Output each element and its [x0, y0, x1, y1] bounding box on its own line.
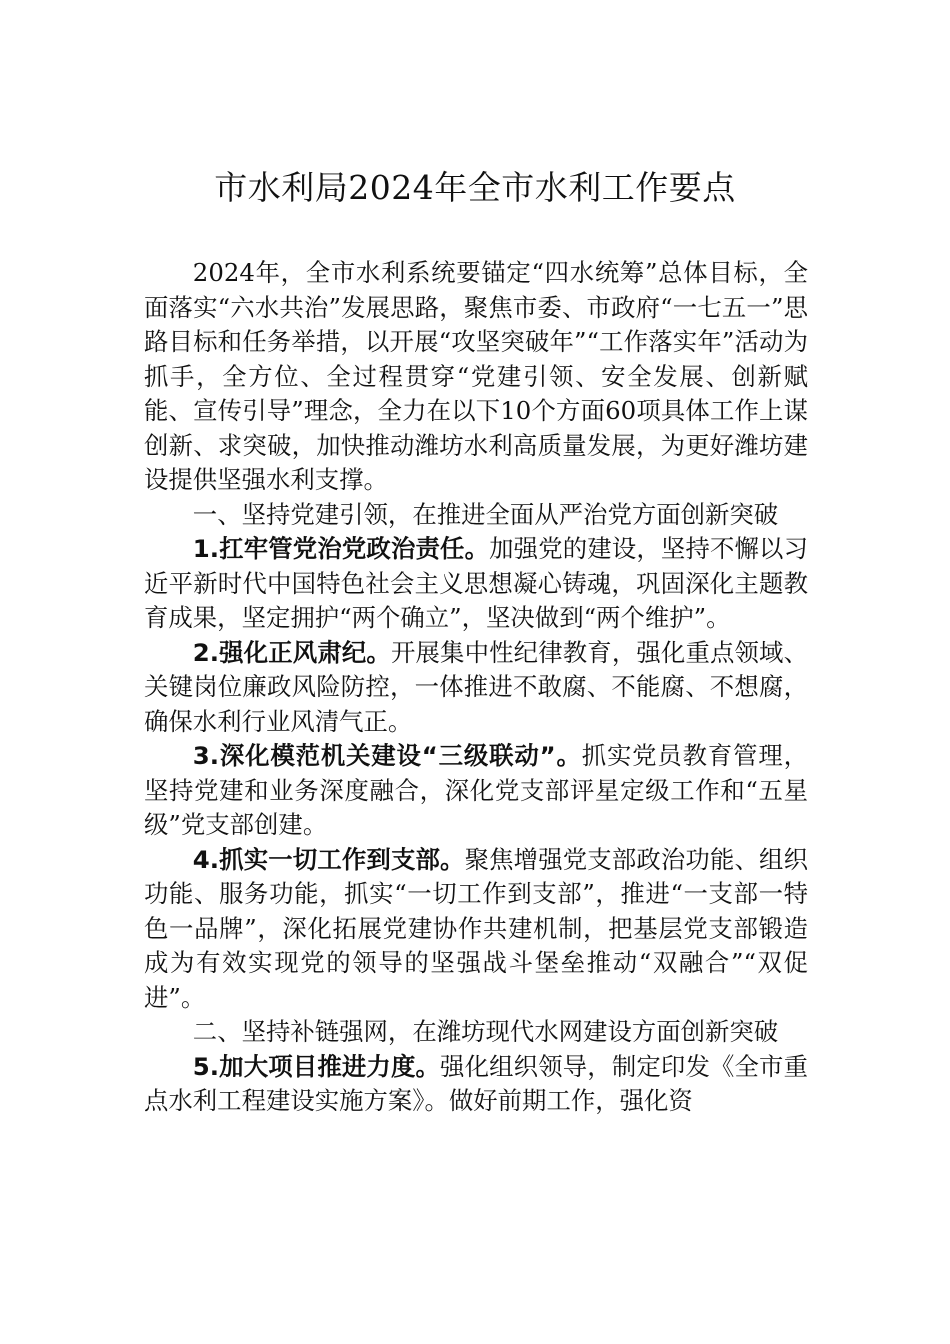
list-item	[144, 843, 808, 1016]
item-text: 强化组织领导，制定印发《全市重点水利工程建设实施方案》。做好前期工作，强化资	[144, 1051, 808, 1115]
item-lead: 2.强化正风肃纪。	[192, 637, 391, 667]
item-text: 抓实党员教育管理，坚持党建和业务深度融合，深化党支部评星定级工作和“五星级”党支部创建。	[144, 741, 808, 839]
list-item	[144, 739, 808, 843]
intro-paragraph: 2024年，全市水利系统要锚定“四水统筹”总体目标，全面落实“六水共治”发展思路，聚焦市委、市政府“一七五一”思路目标和任务举措，以开展“攻坚突破年”“工作落实年”活动为抓手，全方位、全过程贯穿“党建引领、安全发展、创新赋能、宣传引导”理念，全力在以下10个方面60项具体工作上谋创新、求突破，加快推动潍坊水利高质量发展，为更好潍坊建设提供坚强水利支撑。	[144, 258, 808, 494]
document-title: 市水利局2024年全市水利工作要点	[214, 168, 736, 207]
section-heading: 二、坚持补链强网，在潍坊现代水网建设方面创新突破	[192, 1017, 779, 1046]
item-lead: 5.加大项目推进力度。	[192, 1051, 441, 1081]
list-item	[144, 1050, 808, 1119]
item-text: 聚焦增强党支部政治功能、组织功能、服务功能，抓实“一切工作到支部”，推进“一支部一特色一品牌”，深化拓展党建协作共建机制，把基层党支部锻造成为有效实现党的领导的坚强战斗堡垒推动“双融合”“双促进”。	[144, 844, 808, 1012]
item-text: 开展集中性纪律教育，强化重点领域、关键岗位廉政风险防控，一体推进不敢腐、不能腐、不想腐，确保水利行业风清气正。	[144, 637, 808, 736]
item-lead: 4.抓实一切工作到支部。	[192, 844, 465, 874]
item-lead: 3.深化模范机关建设“三级联动”。	[192, 741, 582, 770]
document-body	[144, 256, 808, 1119]
item-text: 加强党的建设，坚持不懈以习近平新时代中国特色社会主义思想凝心铸魂，巩固深化主题教育成果，坚定拥护“两个确立”，坚决做到“两个维护”。	[144, 534, 808, 632]
list-item	[144, 636, 808, 740]
list-item	[144, 532, 808, 636]
section-heading: 一、坚持党建引领，在推进全面从严治党方面创新突破	[192, 499, 779, 529]
item-lead: 1.扛牢管党治党政治责任。	[192, 534, 490, 563]
